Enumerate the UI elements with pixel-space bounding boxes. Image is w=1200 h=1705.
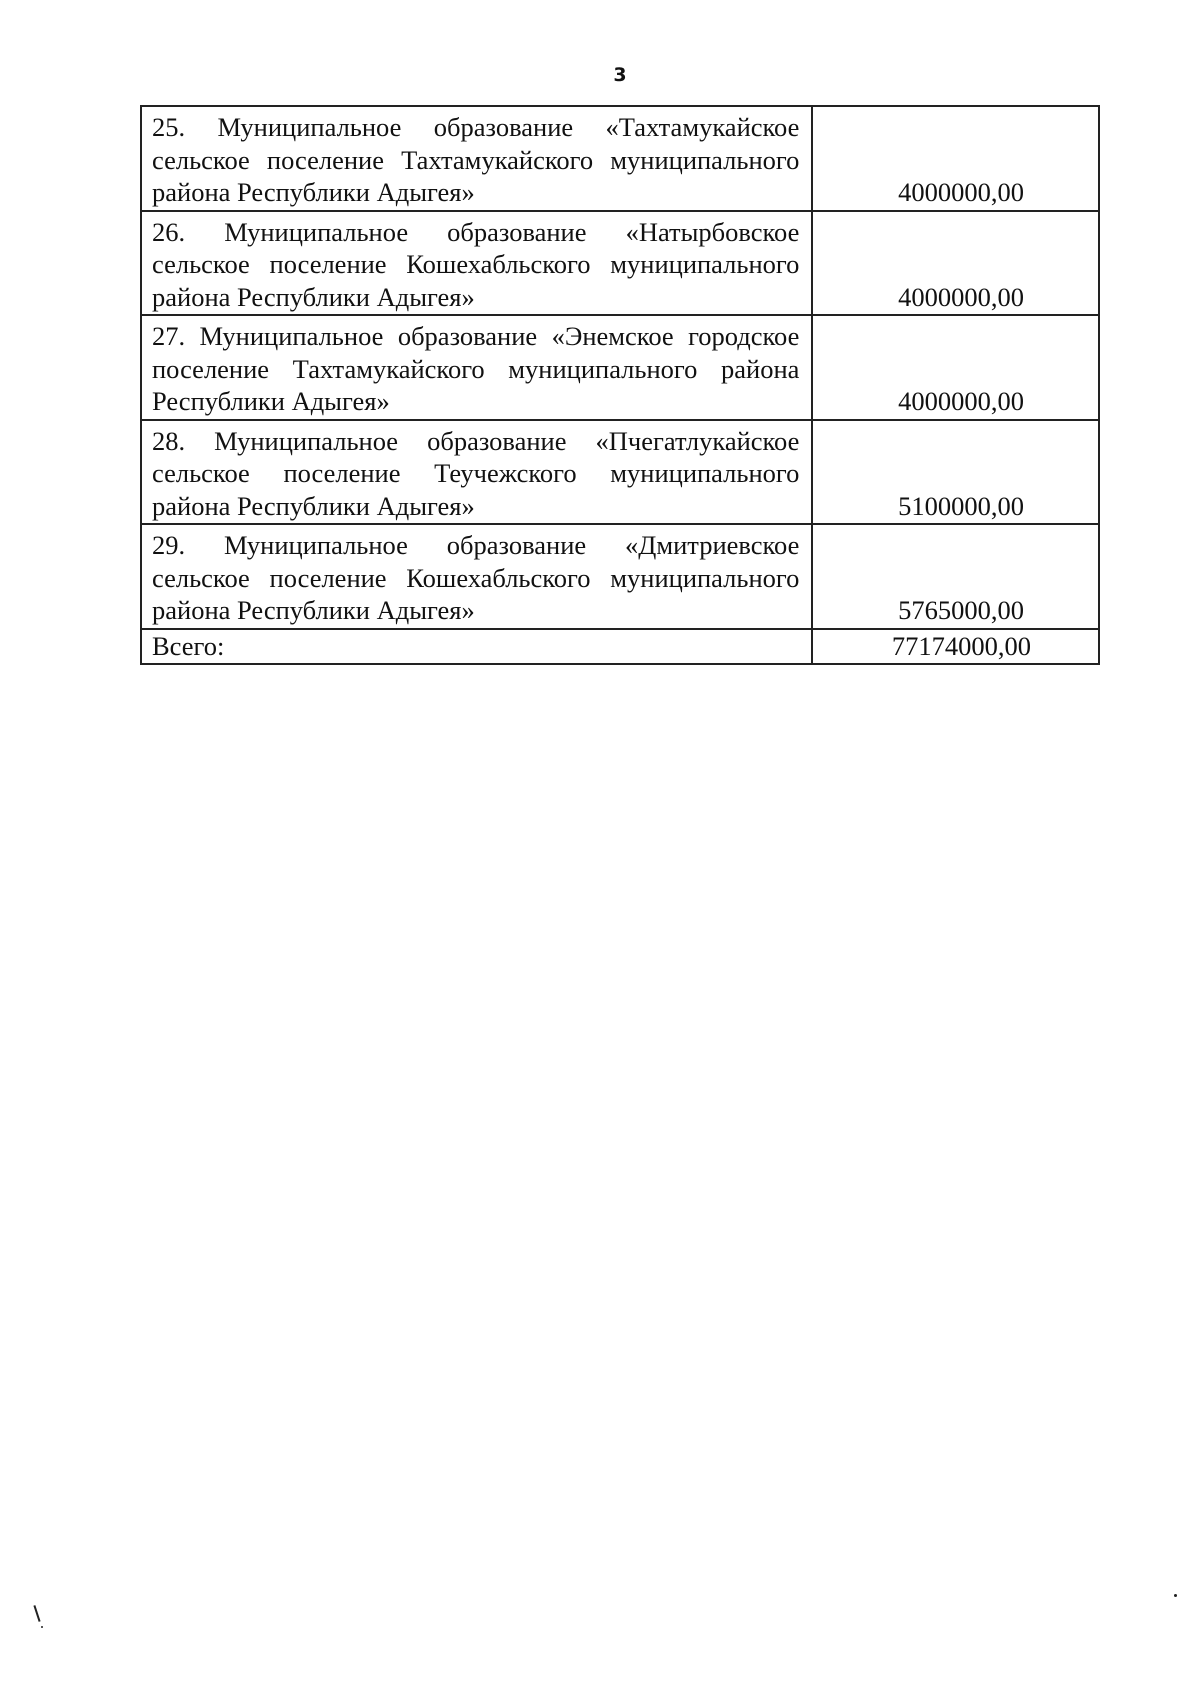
municipality-name-cell: 29. Муниципальное образование «Дмитриевское сельское поселение Кошехабльского муниципального района Республики Адыгея» xyxy=(141,524,812,629)
municipality-name-cell: 26. Муниципальное образование «Натырбовское сельское поселение Кошехабльского муниципального района Республики Адыгея» xyxy=(141,211,812,316)
table-row xyxy=(141,315,1099,420)
total-label: Всего: xyxy=(141,629,812,664)
scan-speck xyxy=(41,1626,43,1628)
page-number: 3 xyxy=(613,64,627,86)
total-row xyxy=(141,629,1099,664)
table-row xyxy=(141,211,1099,316)
municipality-name-cell: 28. Муниципальное образование «Пчегатлукайское сельское поселение Теучежского муниципального района Республики Адыгея» xyxy=(141,420,812,525)
municipality-name-cell: 27. Муниципальное образование «Энемское городское поселение Тахтамукайского муниципального района Республики Адыгея» xyxy=(141,315,812,420)
scan-speck xyxy=(1174,1594,1177,1597)
table-row xyxy=(141,106,1099,211)
municipality-name-cell: 25. Муниципальное образование «Тахтамукайское сельское поселение Тахтамукайского муниципального района Республики Адыгея» xyxy=(141,106,812,211)
table-row xyxy=(141,420,1099,525)
total-amount: 77174000,00 xyxy=(812,629,1099,664)
amount-cell: 4000000,00 xyxy=(812,211,1099,316)
amount-cell: 4000000,00 xyxy=(812,106,1099,211)
allocation-table xyxy=(140,105,1100,665)
amount-cell: 4000000,00 xyxy=(812,315,1099,420)
scan-mark xyxy=(33,1605,40,1622)
table-row xyxy=(141,524,1099,629)
amount-cell: 5765000,00 xyxy=(812,524,1099,629)
amount-cell: 5100000,00 xyxy=(812,420,1099,525)
